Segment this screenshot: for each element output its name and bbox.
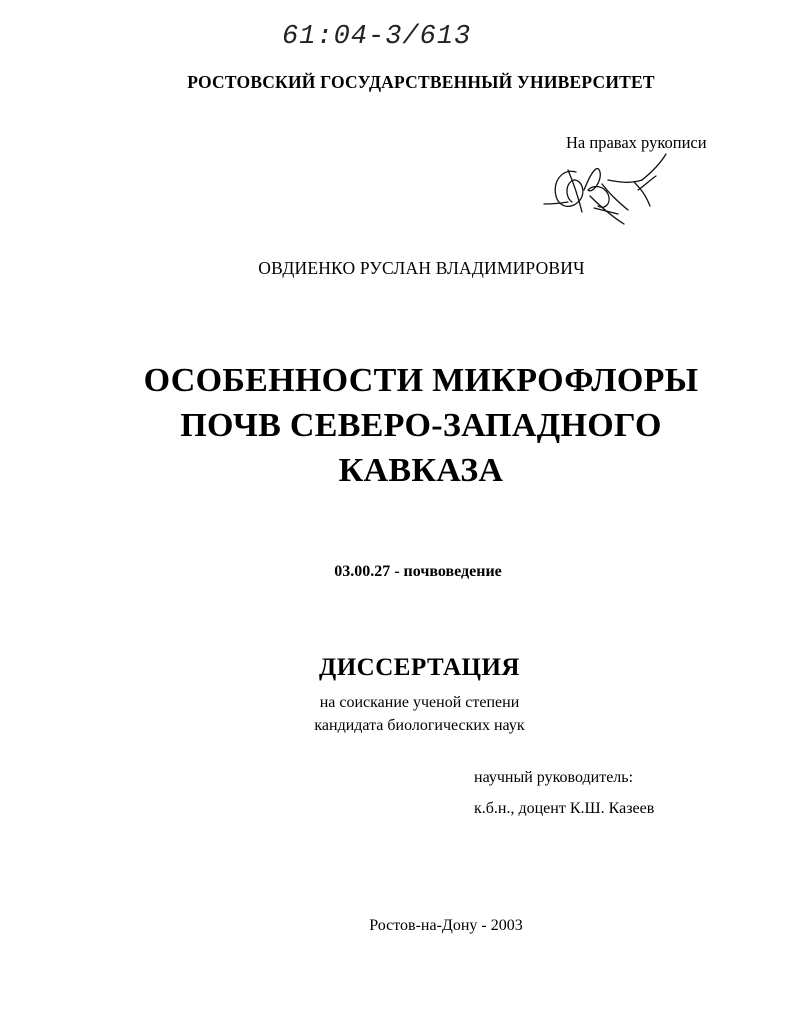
degree-line-1: на соискание ученой степени (319, 694, 520, 711)
archive-stamp: 61:04-3/613 (282, 22, 472, 52)
city-year: Ростов-на-Дону - 2003 (369, 917, 523, 934)
author-name: ОВДИЕНКО РУСЛАН ВЛАДИМИРОВИЧ (258, 258, 585, 278)
specialty-code: 03.00.27 - почвоведение (334, 563, 502, 580)
degree-line-2: кандидата биологических наук (314, 717, 525, 734)
dissertation-title (0, 358, 799, 493)
supervisor-name: к.б.н., доцент К.Ш. Казеев (474, 800, 655, 817)
supervisor-label: научный руководитель: (474, 769, 634, 786)
handwritten-signature (538, 150, 670, 230)
university-name: РОСТОВСКИЙ ГОСУДАРСТВЕННЫЙ УНИВЕРСИТЕТ (187, 72, 655, 92)
title-line-2: ПОЧВ СЕВЕРО-ЗАПАДНОГО (180, 407, 662, 444)
title-line-3: КАВКАЗА (338, 452, 504, 489)
manuscript-rights-note: На правах рукописи (566, 133, 707, 152)
degree-description (0, 691, 799, 737)
document-type: ДИССЕРТАЦИЯ (319, 654, 520, 681)
supervisor-block (474, 762, 654, 824)
title-line-1: ОСОБЕННОСТИ МИКРОФЛОРЫ (143, 362, 699, 399)
